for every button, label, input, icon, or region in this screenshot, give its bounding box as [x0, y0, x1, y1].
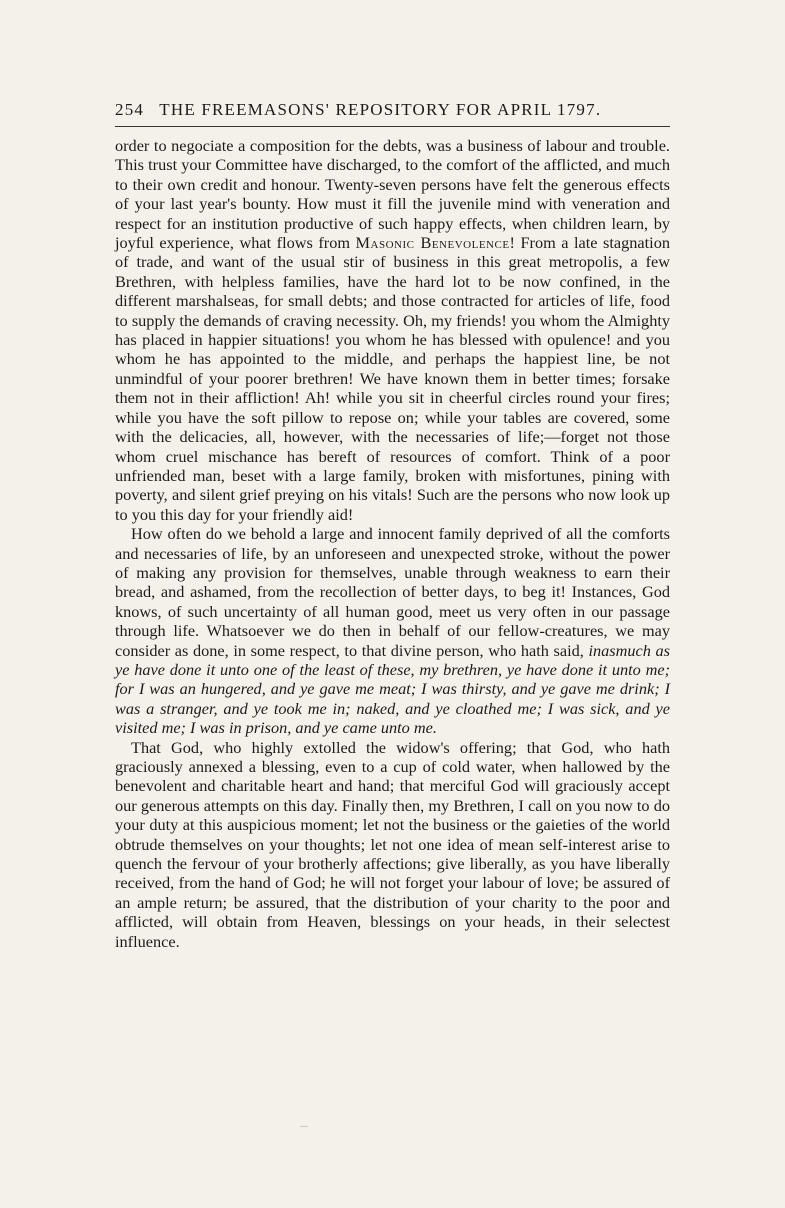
page-body [115, 136, 670, 951]
paragraph-2-text: How often do we behold a large and innocent family deprived of all the comforts and necessaries of life, by an unforeseen and unexpected stroke, without the power of making any provision for themselves, unable through weakness to earn their bread, and ashamed, from the recollection of better days, to beg it! Instances, God knows, of such uncertainty of all human good, meet us very often in our passage through life. Whatsoever we do then in behalf of our fellow-creatures, we may consider as done, in some respect, to that divine person, who hath said, [115, 524, 670, 660]
paragraph-2 [115, 524, 670, 737]
masonic-benevolence: Masonic Benevolence [355, 233, 510, 253]
page-number: 254 [115, 100, 145, 119]
running-header [115, 100, 670, 120]
paragraph-1 [115, 136, 670, 524]
page-mark [300, 1126, 308, 1127]
header-rule [115, 126, 670, 127]
scripture-quotation: inasmuch as ye have done it unto one of the least of these, my brethren, ye have done it unto me; for I was an hungered, and ye gave me meat; I was thirsty, and ye gave me drink; I was a stranger, and ye took me in; naked, and ye cloathed me; I was sick, and ye visited me; I was in prison, and ye came unto me. [115, 640, 670, 738]
running-title: THE FREEMASONS' REPOSITORY FOR APRIL 1797. [159, 100, 602, 119]
paragraph-1-text-b: ! From a late stagnation of trade, and want of the usual stir of business in this great metropolis, a few Brethren, with helpless families, have the hard lot to be now confined, in the different marshalseas, for small debts; and those contracted for articles of life, food to supply the demands of craving necessity. Oh, my friends! you whom the Almighty has placed in happier situations! you whom he has blessed with opulence! and you whom he has appointed to the middle, and perhaps the happiest line, be not unmindful of your poorer brethren! We have known them in better times; forsake them not in their affliction! Ah! while you sit in cheerful circles round your fires; while you have the soft pillow to repose on; while your tables are covered, some with the delicacies, all, however, with the necessaries of life;—forget not those whom cruel mischance has bereft of resources of comfort. Think of a poor unfriended man, beset with a large family, broken with misfortunes, pining with poverty, and silent grief preying on his vitals! Such are the persons who now look up to you this day for your friendly aid! [115, 233, 670, 524]
paragraph-3: That God, who highly extolled the widow's offering; that God, who hath graciously annexed a blessing, even to a cup of cold water, when hallowed by the benevolent and charitable heart and hand; that merciful God will graciously accept our generous attempts on this day. Finally then, my Brethren, I call on you now to do your duty at this auspicious moment; let not the business or the gaieties of the world obtrude themselves on your thoughts; let not one idea of mean self-interest arise to quench the fervour of your brotherly affections; give liberally, as you have liberally received, from the hand of God; he will not forget your labour of love; be assured of an ample return; be assured, that the distribution of your charity to the poor and afflicted, will obtain from Heaven, blessings on your heads, in their selectest influence. [115, 737, 670, 951]
paragraph-1-text-a: order to negociate a composition for the debts, was a business of labour and trouble. This trust your Committee have discharged, to the comfort of the afflicted, and much to their own credit and honour. Twenty-seven persons have felt the generous effects of your last year's bounty. How must it fill the juvenile mind with veneration and respect for an institution productive of such happy effects, when children learn, by joyful experience, what flows from [115, 136, 670, 253]
